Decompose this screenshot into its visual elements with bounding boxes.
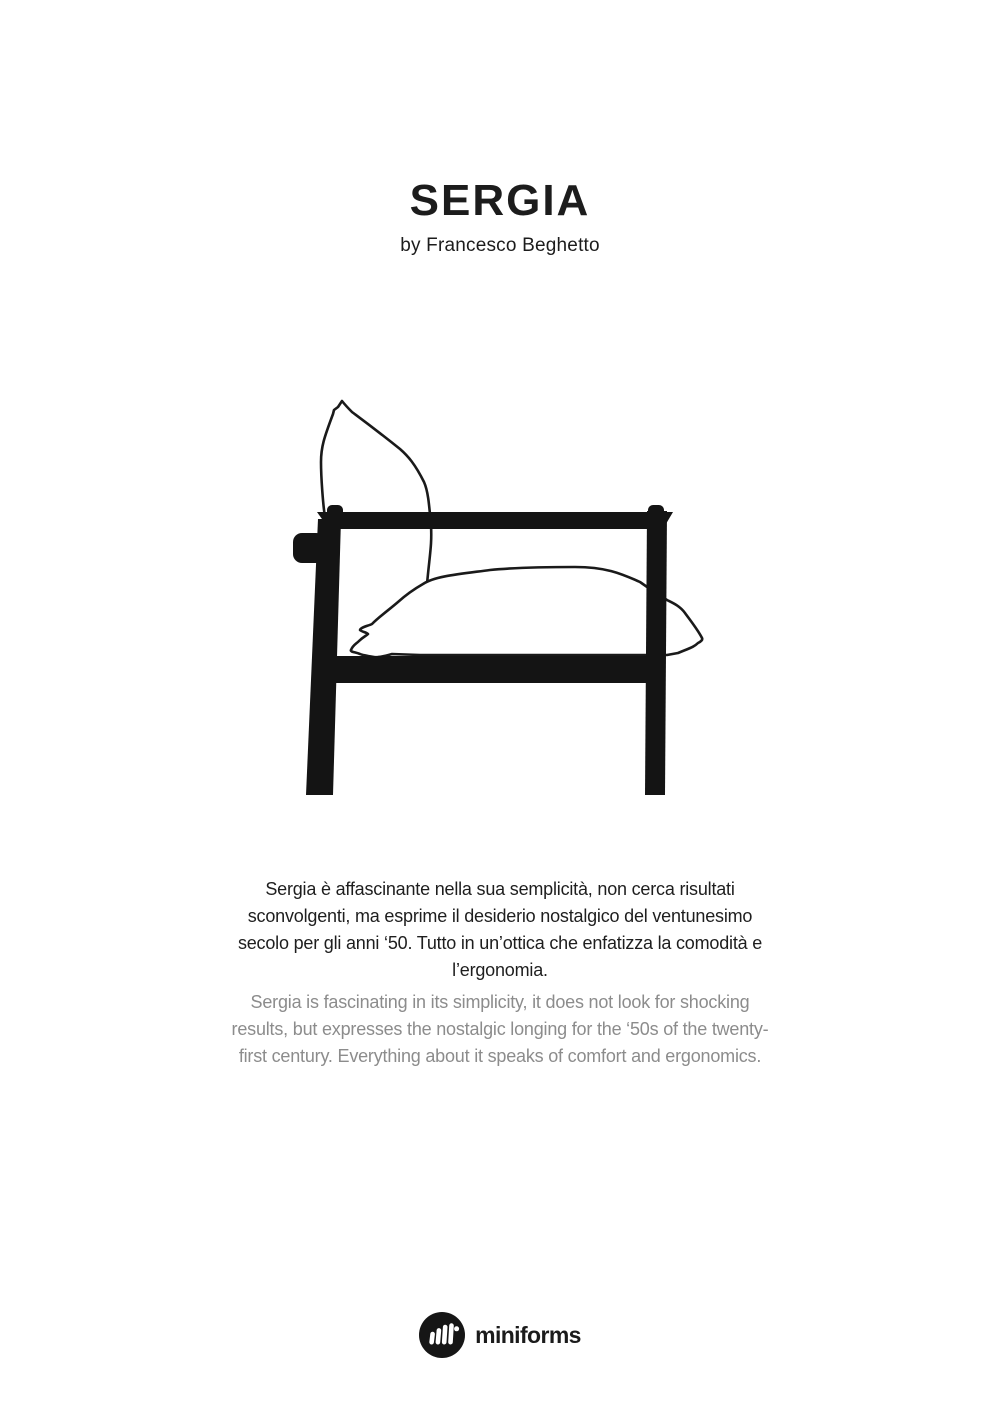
english-line: first century. Everything about it speaks of comfort and ergonomics. [238,1046,762,1066]
description-english [0,989,1000,1070]
brand-footer [0,1312,1000,1358]
miniforms-mf-monogram-icon [419,1312,465,1358]
italian-line: l’ergonomia. [452,960,548,980]
italian-line: secolo per gli anni ‘50. Tutto in un’ottica che enfatizza la comodità e [237,933,763,953]
description-italian [0,876,1000,984]
page-title: SERGIA [409,176,591,225]
english-line: Sergia is fascinating in its simplicity, it does not look for shocking [250,992,750,1012]
designer-subtitle: by Francesco Beghetto [400,235,600,256]
armchair-side-view-icon [290,395,710,805]
english-line: results, but expresses the nostalgic longing for the ‘50s of the twenty- [231,1019,769,1039]
brand-name: miniforms [475,1321,581,1348]
armrest-bar [317,512,673,529]
seat-rail [332,656,652,683]
italian-line: Sergia è affascinante nella sua semplicità, non cerca risultati [265,879,735,899]
italian-line: sconvolgenti, ma esprime il desiderio nostalgico del ventunesimo [247,906,753,926]
right-leg [645,511,667,795]
